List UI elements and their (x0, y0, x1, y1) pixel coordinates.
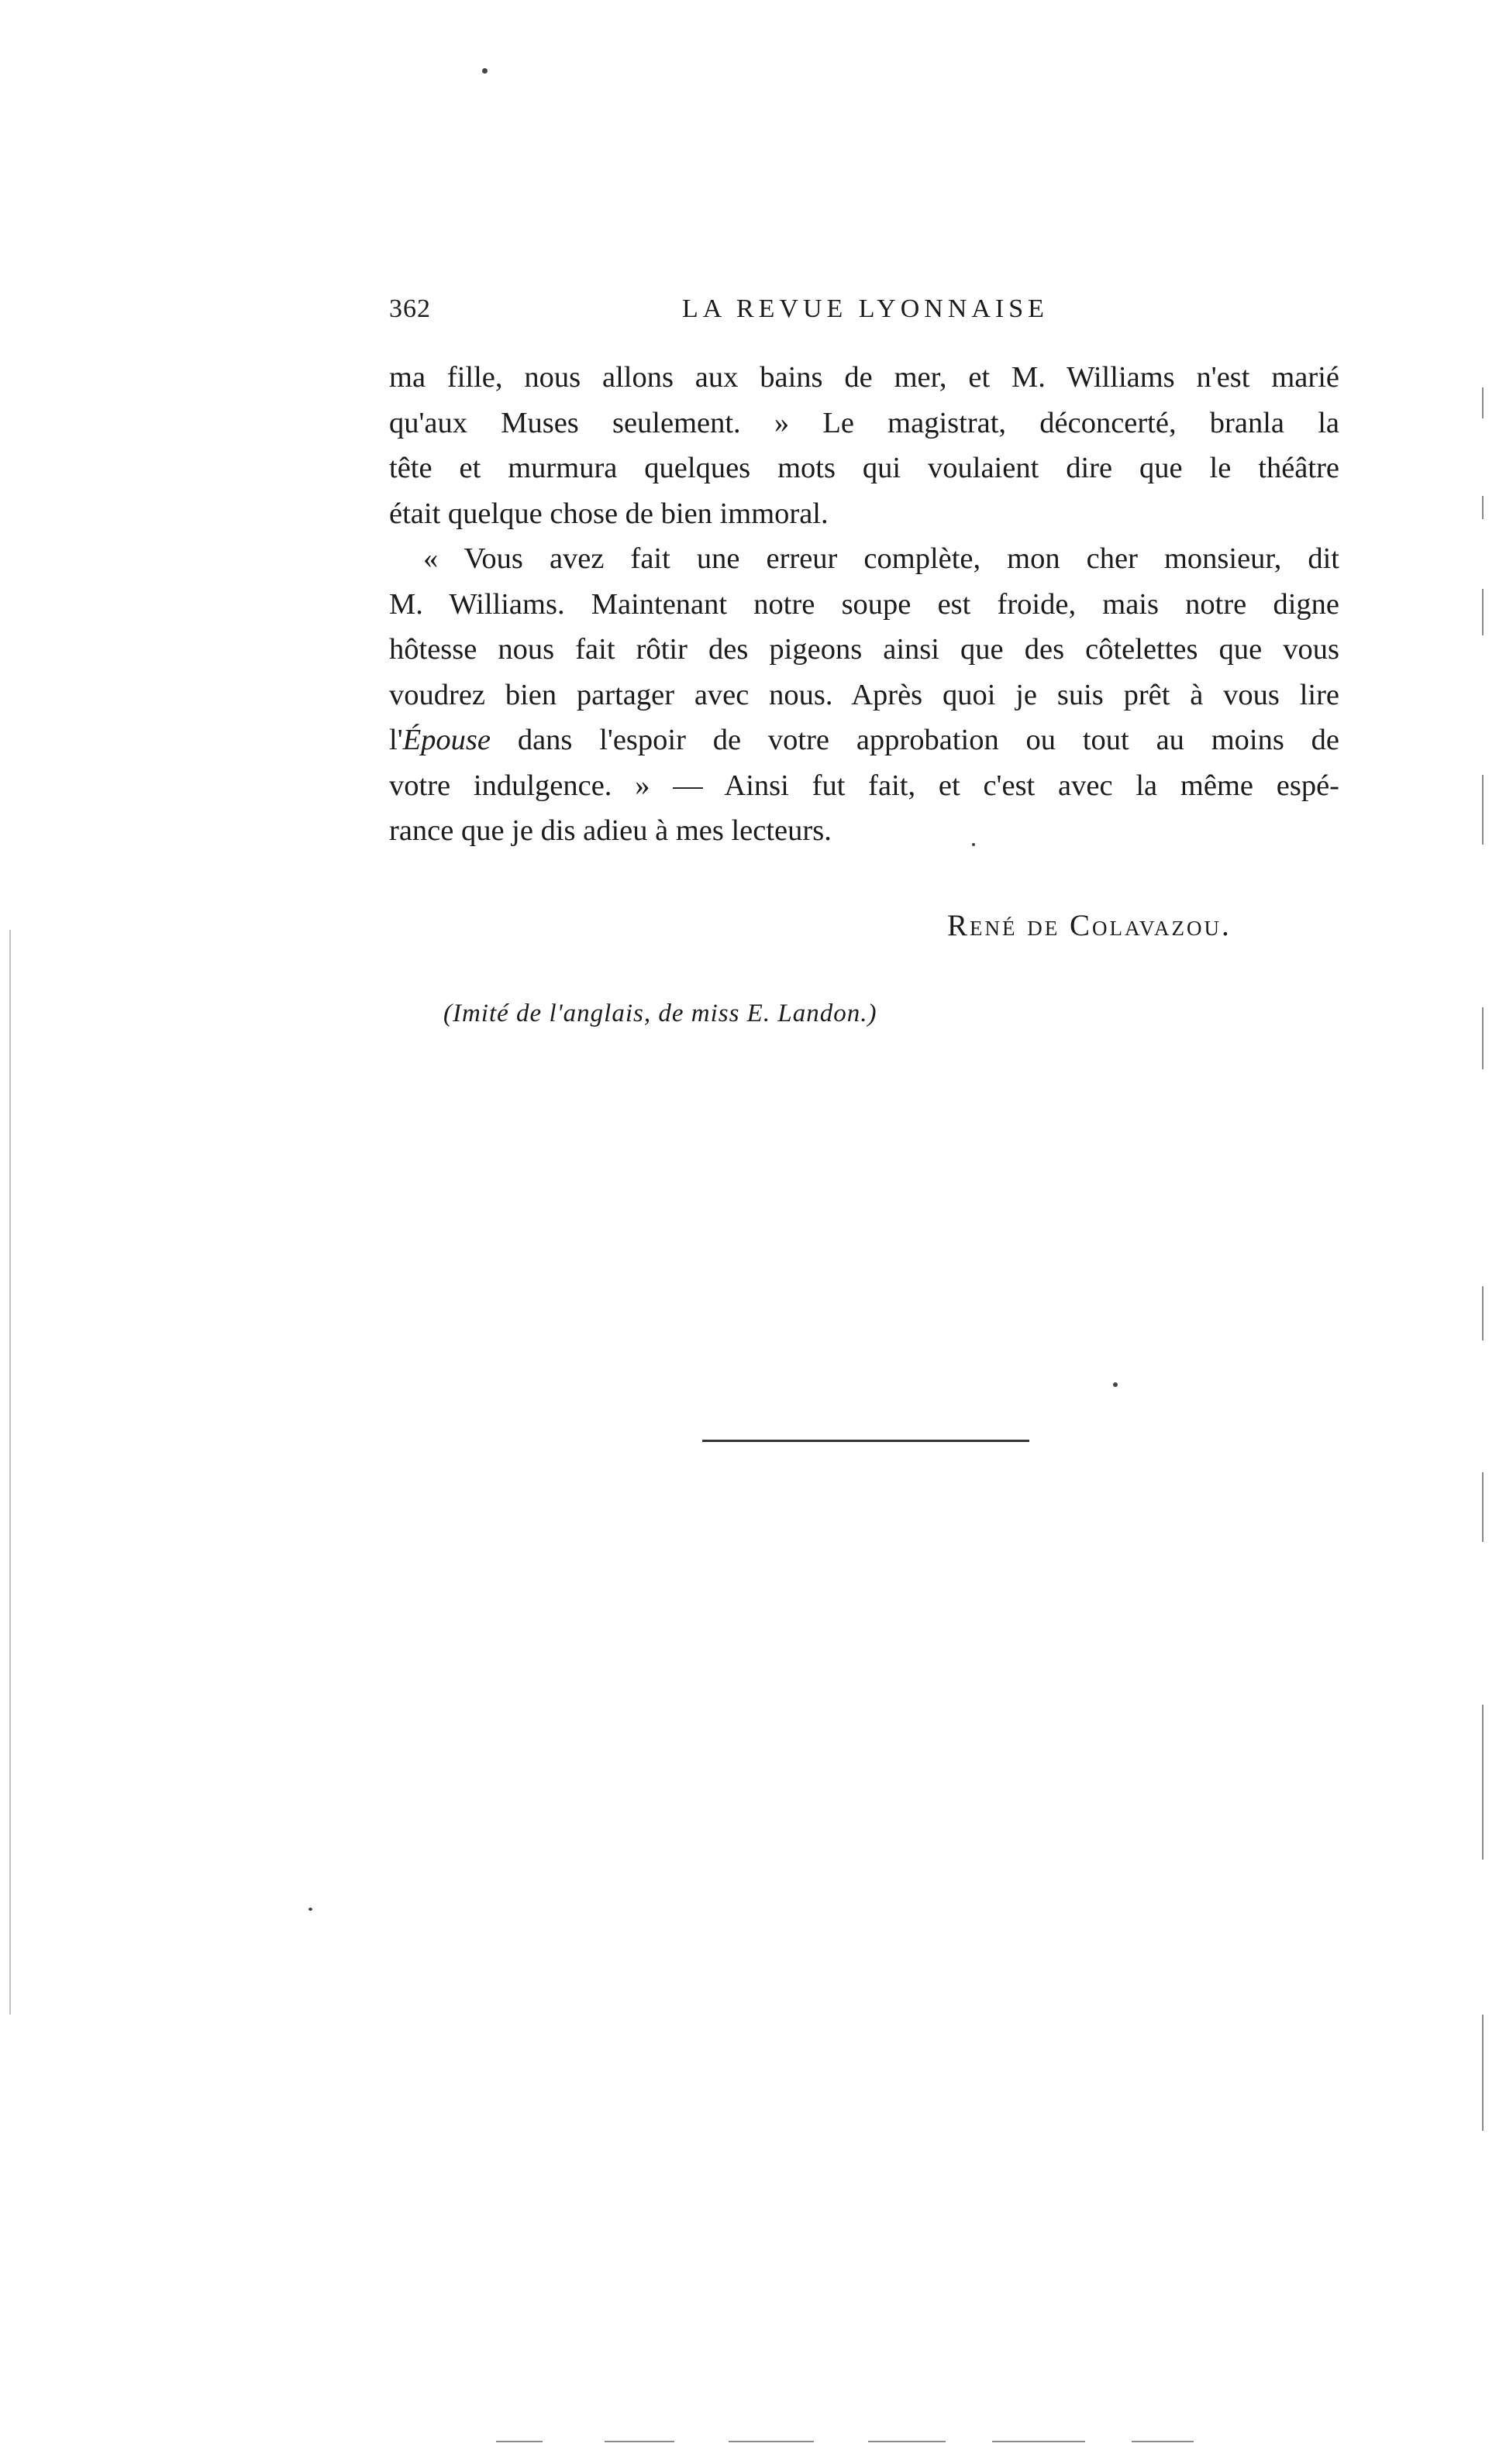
text-fragment: l' (389, 724, 403, 756)
text-line: voudrez bien partager avec nous. Après quoi je suis prêt à vous lire (389, 678, 1339, 711)
author-signature (947, 908, 1232, 943)
text-line: tête et murmura quelques mots qui voulaient dire que le théâtre (389, 452, 1339, 484)
scan-edge-mark (868, 2441, 946, 2442)
text-line: M. Williams. Maintenant notre soupe est froide, mais notre digne (389, 587, 1339, 621)
scan-edge-mark (1482, 2015, 1484, 2131)
scan-edge-mark (1132, 2441, 1194, 2442)
scan-edge-mark (992, 2441, 1085, 2442)
text-line (389, 718, 1339, 763)
italic-title: Épouse (402, 724, 491, 756)
scan-speck (1113, 1382, 1118, 1387)
scan-speck (482, 68, 488, 74)
text-line: hôtesse nous fait rôtir des pigeons ainsi que des côtelettes que vous (389, 633, 1339, 666)
text-line: qu'aux Muses seulement. » Le magistrat, déconcerté, branla la (389, 406, 1339, 439)
text-line: votre indulgence. » — Ainsi fut fait, et c'est avec la même espé- (389, 769, 1339, 802)
signature-text: René de Colavazou. (947, 909, 1232, 942)
text-line: ma fille, nous allons aux bains de mer, et M. Williams n'est marié (389, 361, 1339, 394)
scan-speck (308, 1908, 312, 1911)
page-number: 362 (389, 294, 431, 323)
running-title: LA REVUE LYONNAISE (682, 294, 1049, 323)
scan-edge-mark (729, 2441, 814, 2442)
scan-edge-mark (605, 2441, 674, 2442)
text-line: « Vous avez fait une erreur complète, mon cher monsieur, dit (423, 542, 1339, 575)
scan-edge-mark (1482, 1286, 1484, 1340)
scan-edge-mark (9, 930, 11, 2015)
scan-edge-mark (1482, 496, 1484, 519)
source-note: (Imité de l'anglais, de miss E. Landon.) (443, 1000, 877, 1027)
scan-edge-mark (1482, 1705, 1484, 1860)
text-line: était quelque chose de bien immoral. (389, 497, 829, 530)
scan-edge-mark (1482, 589, 1484, 635)
running-header (389, 294, 1366, 335)
scan-edge-mark (1482, 1472, 1484, 1542)
end-rule (702, 1440, 1029, 1442)
scan-edge-mark (1482, 775, 1484, 845)
text-fragment: dans l'espoir de votre approbation ou tout au moins de (517, 724, 1340, 756)
scan-edge-mark (1482, 1007, 1484, 1069)
scan-edge-mark (496, 2441, 543, 2442)
text-line: rance que je dis adieu à mes lecteurs. (389, 814, 832, 847)
scan-speck (972, 843, 975, 846)
scan-edge-mark (1482, 387, 1484, 418)
body-text (389, 355, 1339, 854)
